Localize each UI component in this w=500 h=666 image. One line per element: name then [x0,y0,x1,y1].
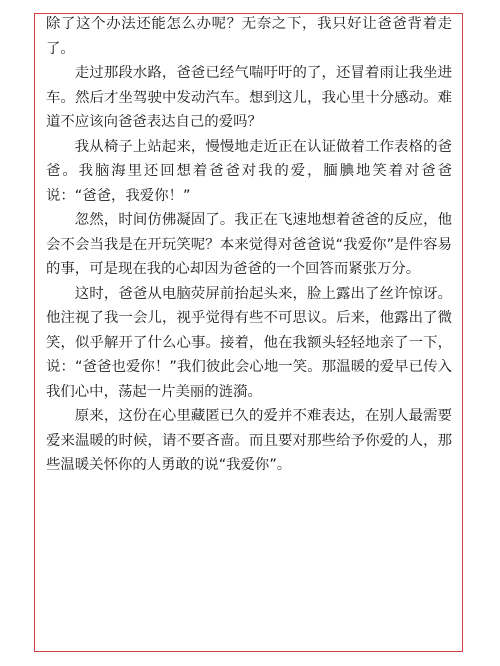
paragraph-6: 原来，这份在心里藏匿已久的爱并不难表达，在别人最需要爱来温暖的时候，请不要吝啬。而且要对那些给予你爱的人，那些温暖关怀你的人勇敢的说“我爱你”。 [46,408,452,473]
paragraph-3: 我从椅子上站起来，慢慢地走近正在认证做着工作表格的爸爸。我脑海里还回想着爸爸对我的爱，腼腆地笑着对爸爸说：“爸爸，我爱你！” [46,138,452,204]
paragraph-2: 走过那段水路，爸爸已经气喘吁吁的了，还冒着雨让我坐进车。然后才坐驾驶中发动汽车。想到这儿，我心里十分感动。难道不应该向爸爸表达自己的爱吗？ [46,65,452,130]
essay-text [46,12,452,478]
paragraph-1: 除了这个办法还能怎么办呢？无奈之下，我只好让爸爸背着走了。 [46,16,452,57]
paragraph-4: 忽然，时间仿佛凝固了。我正在飞速地想着爸爸的反应，他会不会当我是在开玩笑呢？本来觉得对爸爸说“我爱你”是件容易的事，可是现在我的心却因为爸爸的一个回答而紧张万分。 [46,212,452,277]
paragraph-5: 这时，爸爸从电脑荧屏前抬起头来，脸上露出了丝许惊讶。他注视了我一会儿，视乎觉得有些不可思议。后来，他露出了微笑，似乎解开了什么心事。接着，他在我额头轻轻地亲了一下，说：“爸爸也爱你！”我们彼此会心地一笑。那温暖的爱早已传入我们心中，荡起一片美丽的涟漪。 [46,285,452,400]
